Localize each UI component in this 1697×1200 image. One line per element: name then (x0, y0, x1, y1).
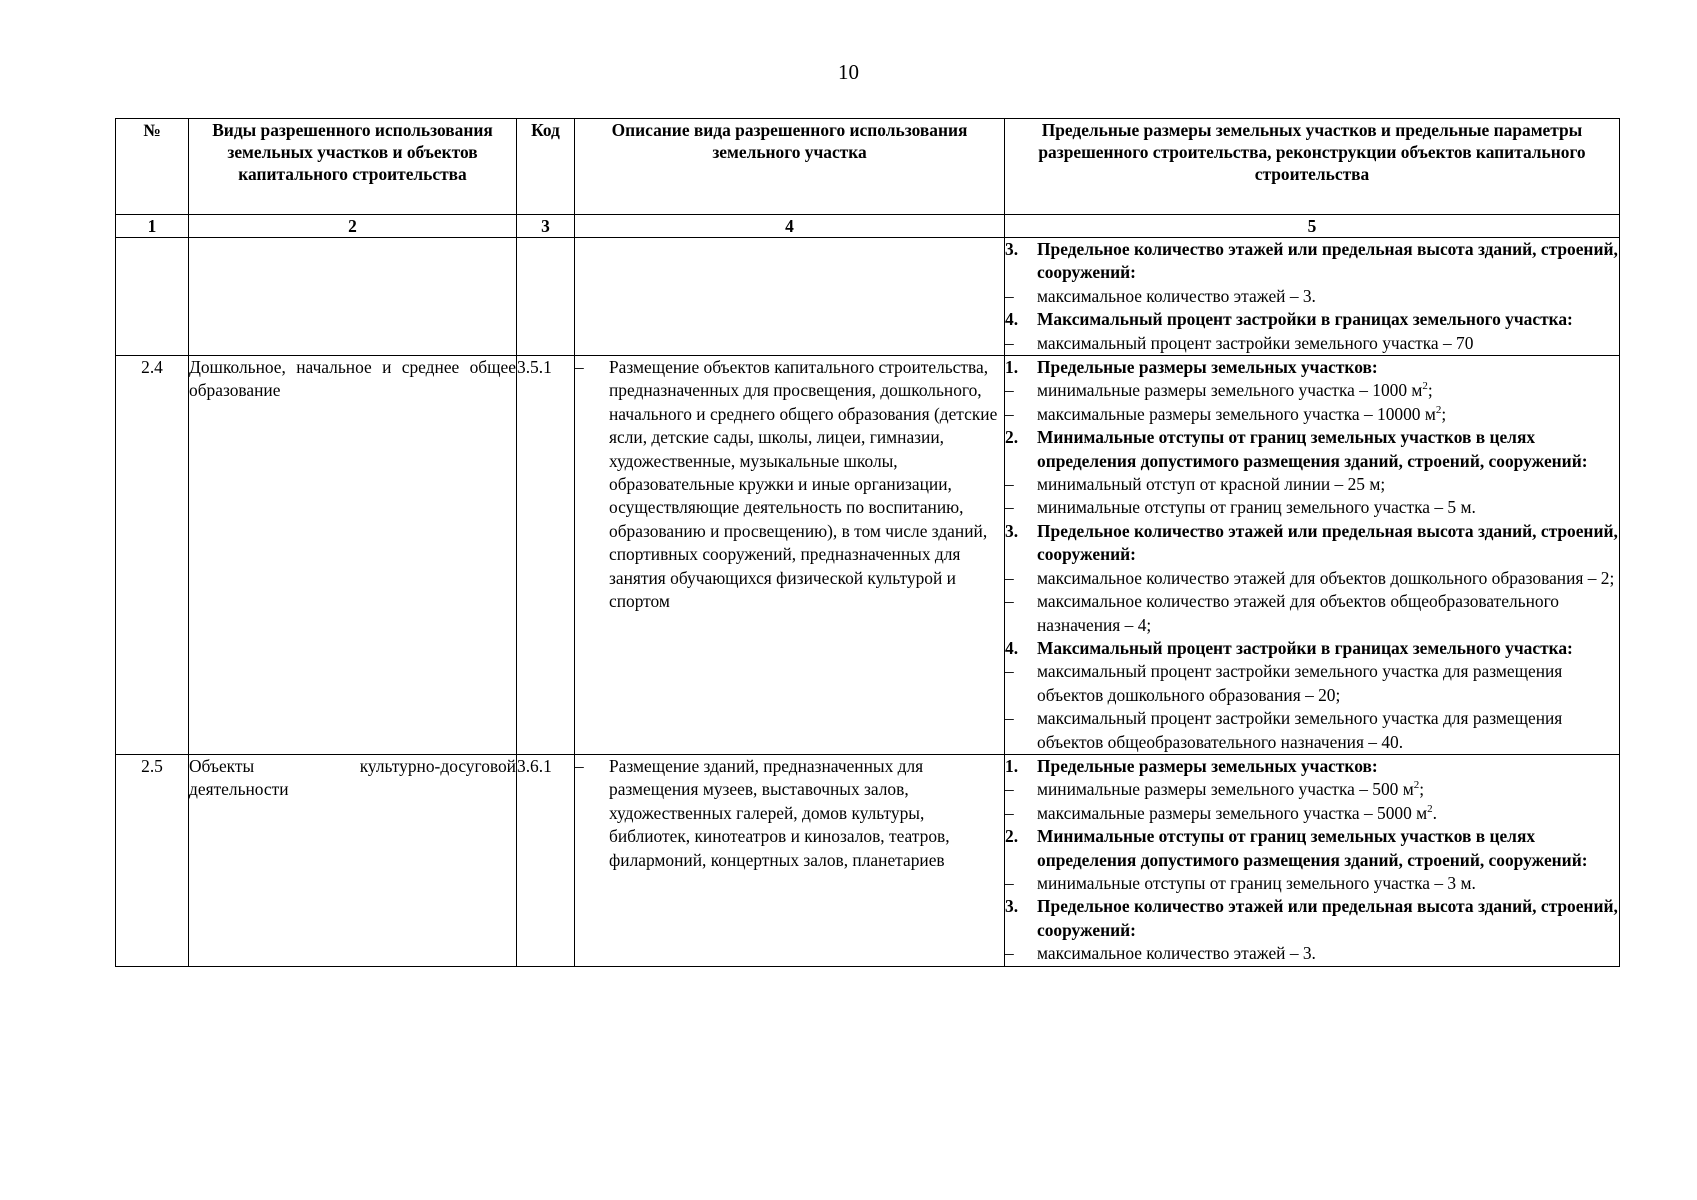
limit-text-main: Минимальные отступы от границ земельных участков в целях определения допустимого размещения зданий, строений, сооружений: (1037, 427, 1588, 471)
limit-item (1005, 590, 1619, 637)
limit-parameters (1005, 754, 1620, 966)
limit-item (1005, 496, 1619, 519)
limit-text-main: максимальные размеры земельного участка – 5000 м (1037, 802, 1428, 823)
limit-heading (1005, 356, 1619, 379)
limit-item (1005, 567, 1619, 590)
limit-text (1037, 379, 1619, 402)
description-text: Размещение зданий, предназначенных для размещения музеев, выставочных залов, художественных галерей, домов культуры, библиотек, кинотеатров и кинозалов, театров, филармоний, концертных залов, планетариев (609, 755, 950, 870)
limit-text-main: Минимальные отступы от границ земельных участков в целях определения допустимого размещения зданий, строений, сооружений: (1037, 826, 1588, 870)
description-text: Размещение объектов капитального строительства, предназначенных для просвещения, дошкольного, начального и среднего общего образования (детские ясли, детские сады, школы, лицеи, гимназии, художественные, музыкальные школы, образовательные кружки и иные организации, осуществляющие деятельность по воспитанию, образованию и просвещению), в том числе зданий, спортивных сооружений, предназначенных для занятия обучающихся физической культурой и спортом (609, 357, 998, 612)
column-number: 3 (517, 215, 575, 238)
limit-item (1005, 379, 1619, 402)
use-code (517, 238, 575, 356)
use-code: 3.5.1 (517, 356, 575, 755)
limit-text-main: минимальные размеры земельного участка – 1000 м (1037, 380, 1423, 401)
limit-text-main: минимальные отступы от границ земельного участка – 5 м. (1037, 497, 1476, 518)
unit-superscript: 2 (1422, 380, 1428, 393)
limit-text-main: Предельные размеры земельных участков: (1037, 755, 1378, 776)
limit-item (1005, 872, 1619, 895)
table-body (116, 238, 1620, 967)
limit-item (1005, 285, 1619, 308)
list-number: 2. (1005, 826, 1019, 847)
header-num: № (116, 119, 189, 215)
limit-text (1037, 403, 1619, 426)
row-number: 2.4 (116, 356, 189, 755)
limit-text (1037, 802, 1619, 825)
dash-marker: – (575, 755, 584, 776)
limit-text (1037, 872, 1619, 895)
limit-text (1037, 473, 1619, 496)
list-number: 3. (1005, 520, 1019, 541)
limit-text (1037, 356, 1619, 379)
column-number-row (116, 215, 1620, 238)
limit-text-main: максимальное количество этажей для объектов дошкольного образования – 2; (1037, 567, 1615, 588)
use-description (575, 356, 1005, 755)
limit-item (1005, 473, 1619, 496)
limit-text-main: максимальное количество этажей – 3. (1037, 943, 1316, 964)
description-item (575, 356, 1004, 613)
table-row (116, 238, 1620, 356)
list-number: 1. (1005, 755, 1019, 776)
limit-text (1037, 496, 1619, 519)
list-number: 3. (1005, 239, 1019, 259)
limit-heading (1005, 520, 1619, 567)
header-limits: Предельные размеры земельных участков и предельные параметры разрешенного строительства, реконструкции объектов капитального строительства (1005, 119, 1620, 215)
use-type-name: Дошкольное, начальное и среднее общее образование (189, 356, 517, 755)
limit-parameters (1005, 238, 1620, 356)
header-row (116, 119, 1620, 215)
limit-text-main: максимальный процент застройки земельного участка – 70 (1037, 332, 1474, 353)
dash-marker: – (1005, 474, 1014, 495)
limit-text (1037, 637, 1619, 660)
limit-text-main: минимальные отступы от границ земельного участка – 3 м. (1037, 872, 1476, 893)
page-number: 10 (838, 60, 859, 84)
header-code: Код (517, 119, 575, 215)
description-item (575, 755, 1004, 872)
limit-text (1037, 520, 1619, 567)
limit-text-main: максимальные размеры земельного участка – 10000 м (1037, 403, 1436, 424)
limit-text (1037, 895, 1619, 942)
dash-marker: – (1005, 403, 1014, 424)
limit-text (1037, 238, 1619, 285)
table-row (116, 356, 1620, 755)
dash-marker: – (1005, 943, 1014, 964)
limit-item (1005, 778, 1619, 801)
limit-item (1005, 942, 1619, 965)
limit-heading (1005, 895, 1619, 942)
limit-heading (1005, 755, 1619, 778)
limit-text-main: Предельные размеры земельных участков: (1037, 357, 1378, 378)
limit-text-main: максимальный процент застройки земельного участка для размещения объектов дошкольного образования – 20; (1037, 661, 1563, 705)
dash-marker: – (1005, 567, 1014, 588)
limit-text-main: минимальный отступ от красной линии – 25 м; (1037, 474, 1386, 495)
limit-text (1037, 660, 1619, 707)
limit-heading (1005, 308, 1619, 331)
limit-text-tail: ; (1419, 779, 1425, 800)
dash-marker: – (1005, 802, 1014, 823)
limit-text-tail: . (1432, 802, 1437, 823)
use-description (575, 754, 1005, 966)
limit-text (1037, 707, 1619, 754)
limit-text-main: максимальное количество этажей для объектов общеобразовательного назначения – 4; (1037, 591, 1560, 635)
list-number: 4. (1005, 637, 1019, 658)
limit-text-main: Предельное количество этажей или предельная высота зданий, строений, сооружений: (1037, 896, 1618, 940)
use-type-name (189, 238, 517, 356)
limit-item (1005, 660, 1619, 707)
dash-marker: – (1005, 708, 1014, 729)
dash-marker: – (1005, 779, 1014, 800)
limit-heading (1005, 238, 1619, 285)
limit-heading (1005, 637, 1619, 660)
limit-text-main: минимальные размеры земельного участка – 500 м (1037, 779, 1414, 800)
limit-text-main: Предельное количество этажей или предельная высота зданий, строений, сооружений: (1037, 239, 1618, 283)
column-number: 4 (575, 215, 1005, 238)
limit-parameters (1005, 356, 1620, 755)
limit-item (1005, 332, 1619, 355)
dash-marker: – (1005, 497, 1014, 518)
unit-superscript: 2 (1435, 404, 1442, 417)
limit-text (1037, 567, 1619, 590)
column-number: 2 (189, 215, 517, 238)
dash-marker: – (1005, 872, 1014, 893)
list-number: 2. (1005, 427, 1019, 448)
dash-marker: – (1005, 591, 1014, 612)
limit-text (1037, 426, 1619, 473)
header-use-type: Виды разрешенного использования земельных участков и объектов капитального строительства (189, 119, 517, 215)
limit-heading (1005, 825, 1619, 872)
land-use-table (115, 118, 1620, 967)
column-number: 5 (1005, 215, 1620, 238)
limit-item (1005, 403, 1619, 426)
header-description: Описание вида разрешенного использования земельного участка (575, 119, 1005, 215)
unit-superscript: 2 (1427, 802, 1433, 815)
limit-text-main: Максимальный процент застройки в границах земельного участка: (1037, 637, 1573, 658)
dash-marker: – (1005, 332, 1014, 353)
limit-heading (1005, 426, 1619, 473)
dash-marker: – (575, 357, 584, 378)
dash-marker: – (1005, 380, 1014, 401)
limit-text-tail: ; (1441, 403, 1447, 424)
column-number: 1 (116, 215, 189, 238)
table-row (116, 754, 1620, 966)
limit-text (1037, 755, 1619, 778)
limit-text-main: максимальный процент застройки земельного участка для размещения объектов общеобразовательного назначения – 40. (1037, 708, 1563, 752)
limit-text (1037, 825, 1619, 872)
limit-text (1037, 285, 1619, 308)
use-code: 3.6.1 (517, 754, 575, 966)
unit-superscript: 2 (1413, 779, 1420, 792)
limit-text (1037, 332, 1619, 355)
dash-marker: – (1005, 285, 1014, 306)
dash-marker: – (1005, 661, 1014, 682)
limit-text-tail: ; (1427, 380, 1433, 401)
row-number (116, 238, 189, 356)
limit-text (1037, 590, 1619, 637)
limit-text (1037, 778, 1619, 801)
list-number: 3. (1005, 896, 1019, 917)
limit-text (1037, 942, 1619, 965)
limit-text-main: Предельное количество этажей или предельная высота зданий, строений, сооружений: (1037, 520, 1618, 565)
use-type-name: Объекты культурно-досуговой деятельности (189, 754, 517, 966)
limit-text-main: максимальное количество этажей – 3. (1037, 285, 1316, 306)
list-number: 1. (1005, 357, 1019, 378)
limit-text-main: Максимальный процент застройки в границах земельного участка: (1037, 309, 1573, 330)
limit-item (1005, 802, 1619, 825)
limit-text (1037, 308, 1619, 331)
row-number: 2.5 (116, 754, 189, 966)
use-description (575, 238, 1005, 356)
limit-item (1005, 707, 1619, 754)
list-number: 4. (1005, 309, 1019, 330)
